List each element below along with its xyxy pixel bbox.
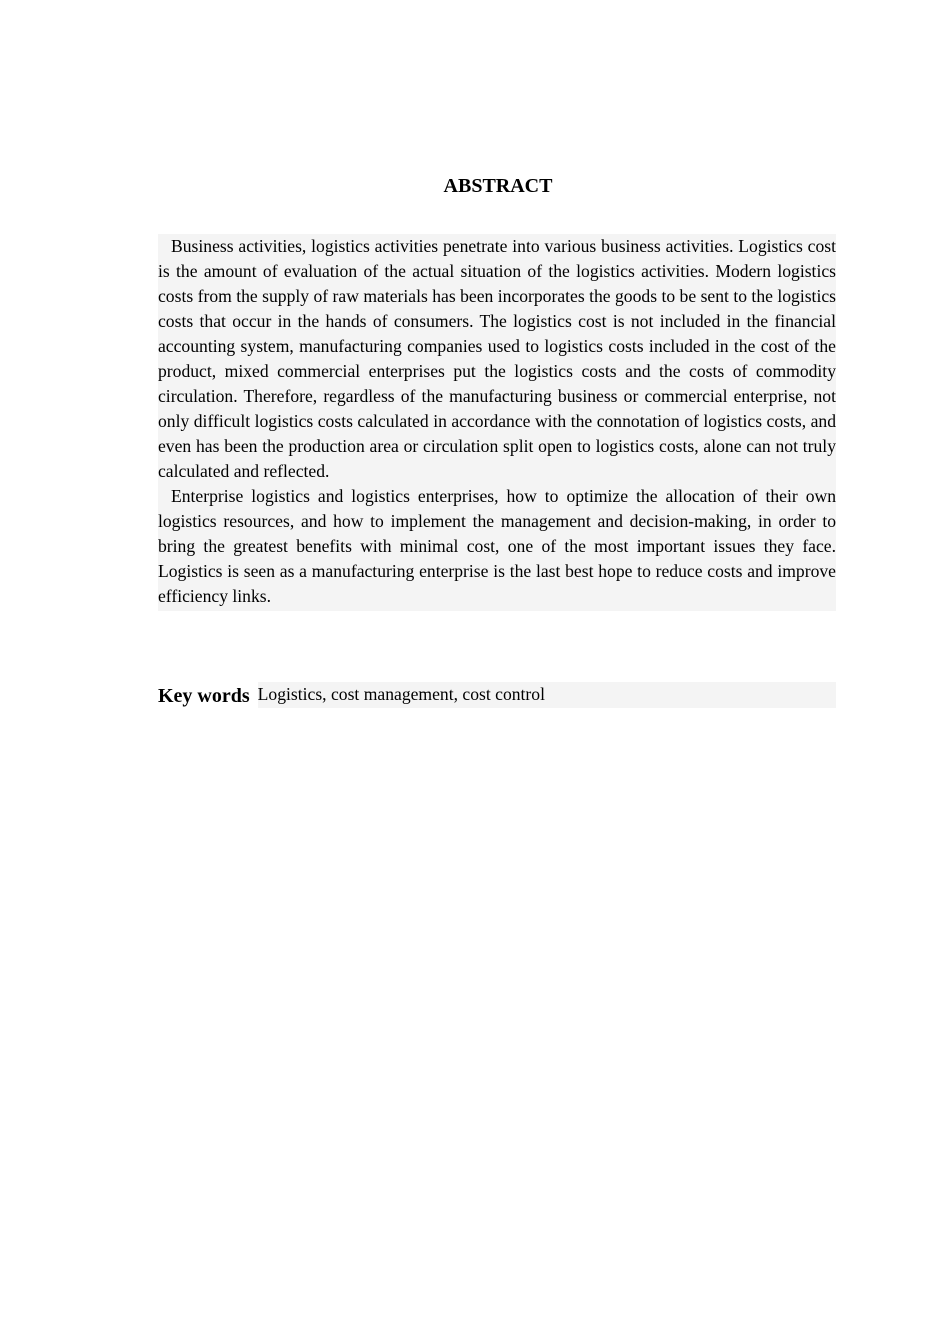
abstract-title: ABSTRACT	[443, 175, 553, 197]
abstract-paragraph-2: Enterprise logistics and logistics enterprises, how to optimize the allocation of their own logistics resources, and how to implement the management and decision-making, in order to bring the greatest benefits with minimal cost, one of the most important issues they face. Logistics is seen as a manufacturing enterprise is the last best hope to reduce costs and improve efficiency links.	[158, 486, 836, 606]
keywords-row	[158, 682, 836, 708]
keywords-label: Key words	[158, 683, 258, 709]
abstract-paragraph-1: Business activities, logistics activities penetrate into various business activities. Logistics cost is the amount of evaluation of the actual situation of the logistics activities. Modern logistics costs from the supply of raw materials has been incorporates the goods to be sent to the logistics costs that occur in the hands of consumers. The logistics cost is not included in the financial accounting system, manufacturing companies used to logistics costs included in the cost of the product, mixed commercial enterprises put the logistics costs and the costs of commodity circulation. Therefore, regardless of the manufacturing business or commercial enterprise, not only difficult logistics costs calculated in accordance with the connotation of logistics costs, and even has been the production area or circulation split open to logistics costs, alone can not truly calculated and reflected.	[158, 236, 836, 481]
abstract-body	[158, 234, 836, 611]
keywords-value: Logistics, cost management, cost control	[258, 682, 836, 708]
